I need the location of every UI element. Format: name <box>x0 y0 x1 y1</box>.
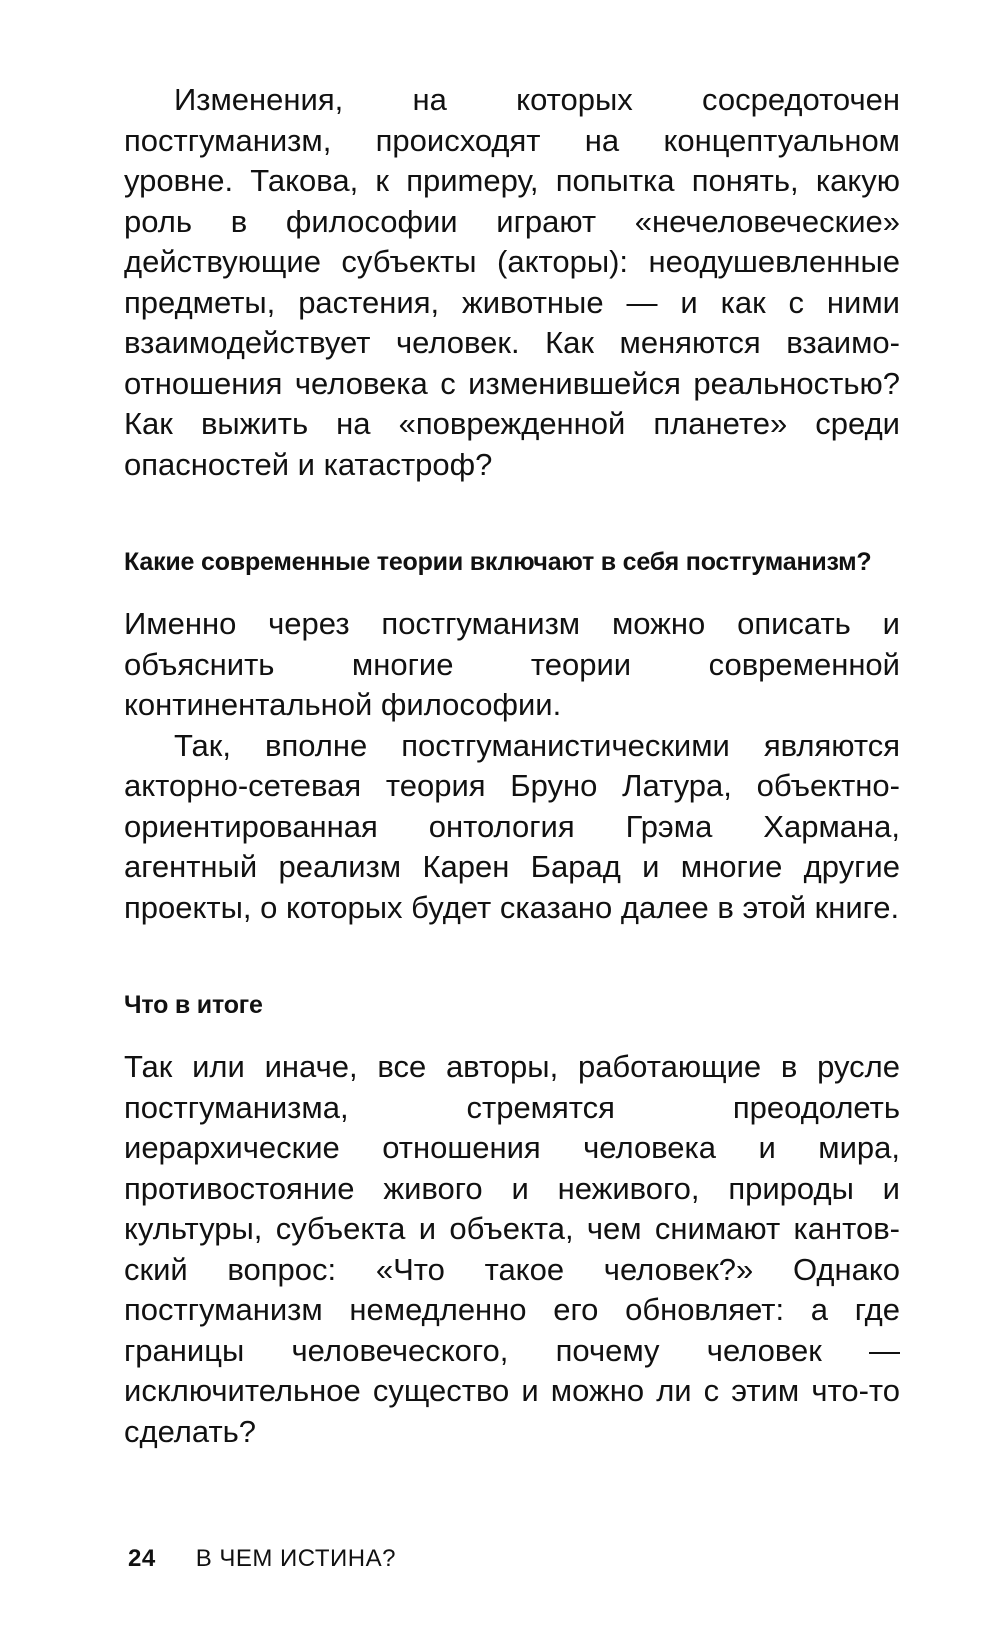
running-title: В ЧЕМ ИСТИНА? <box>195 1545 396 1572</box>
section-heading-summary: Что в итоге <box>124 991 263 1019</box>
section-heading-theories: Какие современные теории включают в себя постгуманизм? <box>124 548 872 576</box>
paragraph-summary: Так или иначе, все авторы, работающие в русле постгуманизма, стремятся преодолеть иерархические отношения человека и мира, противостояние живого и неживого, природы и культуры, субъекта и объекта, чем снимают кантовский вопрос: «Что такое человек?» Однако постгуманизм немедленно его обновляет: а где границы человеческого, почему человек — исключительное существо и можно ли с этим что-то сделать? <box>124 1049 900 1449</box>
page-footer <box>128 1545 396 1573</box>
paragraph-theories: Именно через постгуманизм можно описать и объяснить многие теории современной континентальной философии. <box>124 606 900 722</box>
paragraph-intro: Изменения, на которых сосредоточен постгуманизм, происходят на концептуальном уровне. Такова, к приmеру, попытка понять, какую роль в философии играют «нечеловеческие» действующие субъекты (акторы): неодушевленные предметы, растения, животные — и как с ними взаимодействует человек. Как меняются взаимоотношения человека с изменившейся реальностью? Как выжить на «поврежденной планете» среди опасностей и катастроф? <box>124 82 900 482</box>
page-content <box>124 80 900 1452</box>
page-number: 24 <box>128 1545 156 1572</box>
paragraph-examples: Так, вполне постгуманистическими являются акторно-сетевая теория Бруно Латура, объектно-ориентированная онтология Грэма Хармана, агентный реализм Карен Барад и многие другие проекты, о которых будет сказано далее в этой книге. <box>124 727 900 925</box>
